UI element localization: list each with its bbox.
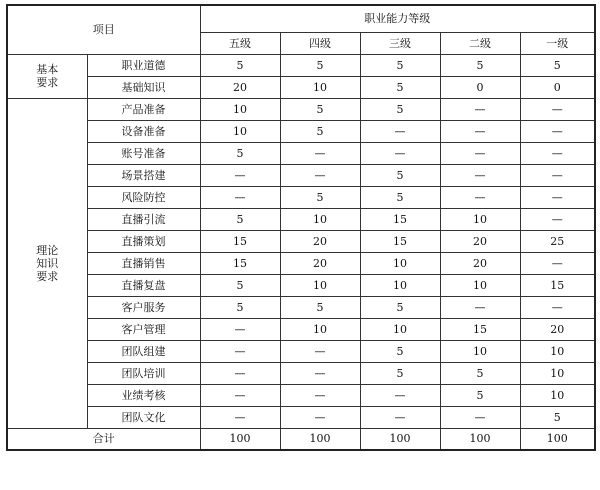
weight-cell: —	[440, 186, 520, 208]
weight-cell: —	[280, 164, 360, 186]
row-name: 客户服务	[87, 296, 200, 318]
level-header: 四级	[280, 32, 360, 54]
weight-cell: —	[520, 120, 595, 142]
weight-cell: 15	[520, 274, 595, 296]
weight-cell: —	[280, 406, 360, 428]
table-row	[7, 384, 595, 406]
weight-cell: 10	[440, 340, 520, 362]
weight-cell: —	[440, 98, 520, 120]
weight-cell: —	[360, 384, 440, 406]
row-name: 业绩考核	[87, 384, 200, 406]
weight-cell: 10	[360, 252, 440, 274]
level-title-header: 职业能力等级	[200, 5, 595, 32]
weight-cell: —	[440, 164, 520, 186]
table-row	[7, 76, 595, 98]
table-row	[7, 98, 595, 120]
level-header: 三级	[360, 32, 440, 54]
weight-cell: —	[200, 340, 280, 362]
weight-cell: —	[360, 142, 440, 164]
row-name: 风险防控	[87, 186, 200, 208]
weight-cell: 5	[360, 340, 440, 362]
weight-cell: —	[440, 406, 520, 428]
group-label	[7, 98, 87, 428]
weight-cell: —	[360, 120, 440, 142]
weight-cell: 15	[200, 230, 280, 252]
total-value: 100	[360, 428, 440, 450]
weight-cell: 5	[280, 120, 360, 142]
weight-cell: —	[200, 164, 280, 186]
group-label-line: 要求	[36, 76, 59, 89]
level-header: 二级	[440, 32, 520, 54]
row-name: 团队文化	[87, 406, 200, 428]
weight-cell: —	[200, 406, 280, 428]
row-name: 设备准备	[87, 120, 200, 142]
weight-cell: 15	[200, 252, 280, 274]
weight-cell: 5	[520, 54, 595, 76]
weight-cell: 5	[360, 296, 440, 318]
weight-cell: 5	[440, 54, 520, 76]
weight-cell: —	[520, 296, 595, 318]
group-label-line: 理论	[36, 243, 59, 257]
weight-cell: 5	[360, 164, 440, 186]
weight-cell: 5	[200, 296, 280, 318]
table-body	[7, 54, 595, 428]
weight-cell: —	[520, 252, 595, 274]
weight-cell: —	[280, 384, 360, 406]
row-name: 客户管理	[87, 318, 200, 340]
weight-cell: —	[440, 142, 520, 164]
row-name: 直播策划	[87, 230, 200, 252]
table-row	[7, 120, 595, 142]
level-header: 五级	[200, 32, 280, 54]
row-name: 团队培训	[87, 362, 200, 384]
total-value: 100	[440, 428, 520, 450]
weight-cell: 20	[280, 252, 360, 274]
weight-cell: 10	[200, 120, 280, 142]
weight-cell: —	[520, 98, 595, 120]
weight-cell: —	[280, 362, 360, 384]
weight-cell: 5	[280, 186, 360, 208]
table-row	[7, 318, 595, 340]
weight-cell: —	[520, 142, 595, 164]
row-name: 团队组建	[87, 340, 200, 362]
weight-cell: 5	[520, 406, 595, 428]
table-row	[7, 296, 595, 318]
weight-cell: 10	[520, 340, 595, 362]
table-row	[7, 230, 595, 252]
weight-cell: —	[200, 384, 280, 406]
total-value: 100	[200, 428, 280, 450]
weight-cell: —	[360, 406, 440, 428]
weight-cell: 5	[440, 362, 520, 384]
table-row	[7, 54, 595, 76]
table-row	[7, 274, 595, 296]
row-name: 账号准备	[87, 142, 200, 164]
table-row	[7, 164, 595, 186]
table-row	[7, 142, 595, 164]
weight-cell: 20	[440, 230, 520, 252]
group-label	[7, 54, 87, 98]
weight-cell: 5	[360, 186, 440, 208]
weight-cell: 10	[440, 208, 520, 230]
item-header: 项目	[7, 5, 200, 54]
row-name: 基础知识	[87, 76, 200, 98]
weight-cell: 10	[280, 318, 360, 340]
weight-cell: —	[280, 142, 360, 164]
weight-cell: 10	[520, 384, 595, 406]
table-row	[7, 340, 595, 362]
total-value: 100	[520, 428, 595, 450]
weight-cell: 5	[440, 384, 520, 406]
weight-cell: 5	[200, 54, 280, 76]
weight-cell: 20	[520, 318, 595, 340]
table-row	[7, 252, 595, 274]
weight-cell: 5	[360, 54, 440, 76]
weight-table-container	[6, 4, 596, 451]
weight-cell: 5	[360, 76, 440, 98]
weight-cell: 15	[360, 230, 440, 252]
row-name: 产品准备	[87, 98, 200, 120]
row-name: 直播复盘	[87, 274, 200, 296]
weight-cell: —	[440, 120, 520, 142]
weight-cell: 5	[360, 98, 440, 120]
row-name: 职业道德	[87, 54, 200, 76]
weight-cell: 10	[520, 362, 595, 384]
weight-cell: 10	[440, 274, 520, 296]
weight-cell: 5	[200, 208, 280, 230]
weight-cell: —	[200, 362, 280, 384]
table-row	[7, 186, 595, 208]
weight-cell: —	[280, 340, 360, 362]
table-row	[7, 208, 595, 230]
weight-cell: —	[200, 318, 280, 340]
weight-cell: —	[200, 186, 280, 208]
weight-cell: 10	[280, 208, 360, 230]
group-label-line: 知识	[36, 256, 59, 270]
weight-cell: 10	[360, 318, 440, 340]
total-label: 合计	[7, 428, 200, 450]
level-header: 一级	[520, 32, 595, 54]
row-name: 直播引流	[87, 208, 200, 230]
weight-cell: 0	[520, 76, 595, 98]
weight-cell: 5	[200, 274, 280, 296]
weight-cell: —	[440, 296, 520, 318]
weight-cell: 5	[280, 296, 360, 318]
weight-cell: 20	[440, 252, 520, 274]
weight-cell: 10	[280, 76, 360, 98]
weight-cell: —	[520, 164, 595, 186]
total-value: 100	[280, 428, 360, 450]
row-name: 场景搭建	[87, 164, 200, 186]
weight-cell: 5	[360, 362, 440, 384]
weight-cell: 10	[360, 274, 440, 296]
weight-cell: 0	[440, 76, 520, 98]
weight-cell: 10	[280, 274, 360, 296]
weight-cell: —	[520, 208, 595, 230]
weight-cell: —	[520, 186, 595, 208]
total-row	[7, 428, 595, 450]
weight-cell: 20	[280, 230, 360, 252]
weight-cell: 15	[360, 208, 440, 230]
weight-cell: 5	[280, 98, 360, 120]
weight-cell: 25	[520, 230, 595, 252]
group-label-line: 基本	[36, 63, 59, 76]
weight-cell: 20	[200, 76, 280, 98]
row-name: 直播销售	[87, 252, 200, 274]
weight-cell: 15	[440, 318, 520, 340]
table-row	[7, 406, 595, 428]
weight-cell: 5	[200, 142, 280, 164]
table-row	[7, 362, 595, 384]
weight-cell: 5	[280, 54, 360, 76]
group-label-line: 要求	[36, 269, 59, 283]
weight-table	[6, 4, 596, 451]
weight-cell: 10	[200, 98, 280, 120]
